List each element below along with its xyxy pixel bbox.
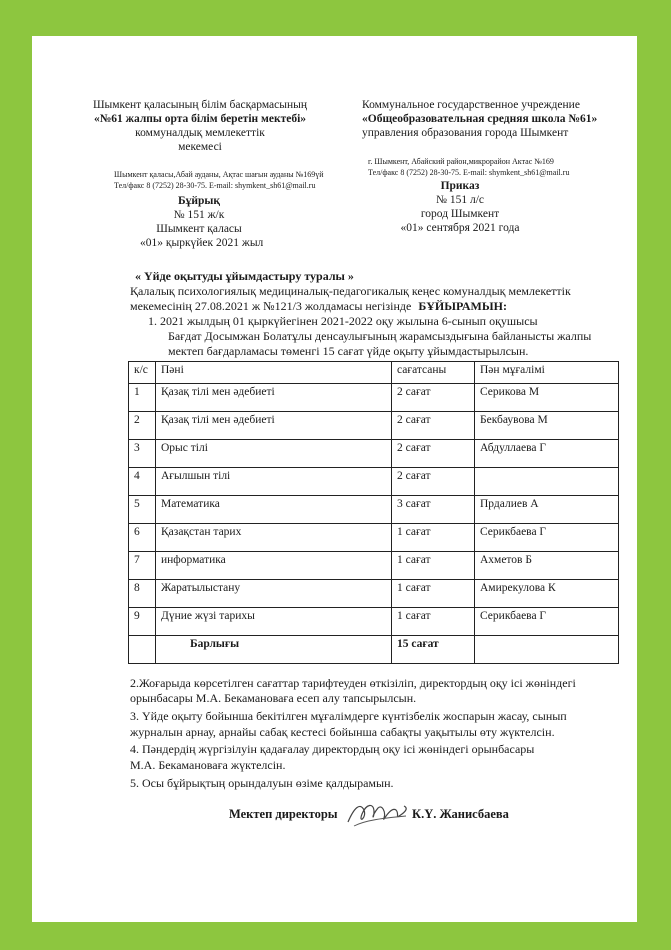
row-number: 8 (129, 580, 156, 608)
item2-line1: 2.Жоғарыда көрсетілген сағаттар тарифтеуден өткізіліп, директордың оқу ісі жөніндегі (130, 676, 576, 690)
row-subject: Қазақстан тарих (156, 524, 392, 552)
signature-position: Мектеп директоры (229, 807, 338, 821)
row-subject: Орыс тілі (156, 440, 392, 468)
table-row (129, 524, 619, 552)
header-subject: Пәні (156, 362, 392, 384)
left-header (90, 98, 310, 154)
intro-line1: Қалалық психологиялық медициналық-педагогикалық кеңес комуналдық мемлекеттік (130, 284, 571, 298)
item4-line1: 4. Пәндердің жүргізілуін қадағалау директордың оқу ісі жөніндегі орынбасары (130, 742, 535, 756)
left-order-block (140, 194, 264, 250)
row-number: 1 (129, 384, 156, 412)
row-hours: 2 сағат (392, 468, 475, 496)
item4-line2: М.А. Бекамановаға жүктелсін. (130, 758, 286, 772)
row-number: 4 (129, 468, 156, 496)
right-address-line1: г. Шымкент, Абайский район,микрорайон Актас №169 (368, 157, 554, 166)
document-page (32, 36, 637, 922)
right-address-line2: Тел/факс 8 (7252) 28-30-75. E-mail: shymkent_sh61@mail.ru (368, 168, 570, 177)
table-row (129, 440, 619, 468)
row-teacher (475, 468, 619, 496)
total-empty-teacher (475, 636, 619, 664)
row-teacher: Серикбаева Г (475, 524, 619, 552)
row-subject: Дүние жүзі тарихы (156, 608, 392, 636)
right-date: «01» сентября 2021 года (400, 222, 520, 234)
row-hours: 2 сағат (392, 384, 475, 412)
item1-line1: 1. 2021 жылдың 01 қыркүйегінен 2021-2022 оқу жылына 6-сынып оқушысы (148, 314, 538, 328)
item5: 5. Осы бұйрықтың орындалуын өзіме қалдырамын. (130, 776, 394, 790)
row-teacher: Абдуллаева Г (475, 440, 619, 468)
signature-name: К.Ү. Жанисбаева (412, 807, 509, 821)
order-verb: БҰЙЫРАМЫН: (418, 299, 507, 313)
row-number: 9 (129, 608, 156, 636)
item3-line1: 3. Үйде оқыту бойынша бекітілген мұғалімдерге күнтізбелік жоспарын жасау, сынып (130, 709, 567, 723)
header-teacher: Пән мұғалімі (475, 362, 619, 384)
row-subject: Қазақ тілі мен әдебиеті (156, 412, 392, 440)
row-subject: информатика (156, 552, 392, 580)
left-address (114, 169, 324, 191)
right-header-line1: Коммунальное государственное учреждение (362, 99, 580, 111)
left-header-line1: Шымкент қаласының білім басқармасының (92, 99, 308, 111)
left-city: Шымкент қаласы (156, 223, 242, 235)
handwritten-signature (344, 796, 410, 830)
row-teacher: Прдалиев А (475, 496, 619, 524)
row-hours: 2 сағат (392, 412, 475, 440)
left-order-number: № 151 ж/к (173, 209, 225, 221)
row-teacher: Бекбаувова М (475, 412, 619, 440)
table-row (129, 608, 619, 636)
right-header (362, 98, 597, 140)
row-hours: 1 сағат (392, 580, 475, 608)
left-doc-type: Бұйрық (178, 195, 220, 207)
subjects-table (128, 361, 619, 664)
row-number: 6 (129, 524, 156, 552)
row-hours: 2 сағат (392, 440, 475, 468)
left-header-line3: коммуналдық мемлекеттік (135, 127, 265, 139)
right-city: город Шымкент (420, 208, 500, 220)
total-label: Барлығы (156, 636, 392, 664)
left-address-line2: Тел/факс 8 (7252) 28-30-75. E-mail: shymkent_sh61@mail.ru (114, 181, 316, 190)
right-doc-type: Приказ (440, 180, 480, 192)
row-subject: Ағылшын тілі (156, 468, 392, 496)
table-row (129, 580, 619, 608)
total-hours: 15 сағат (392, 636, 475, 664)
row-subject: Қазақ тілі мен әдебиеті (156, 384, 392, 412)
header-number: к/с (129, 362, 156, 384)
item3-line2: журналын арнау, арнайы сабақ кестесі бойынша сабақты уақытылы өту жүктелсін. (130, 725, 555, 739)
row-number: 5 (129, 496, 156, 524)
table-header-row (129, 362, 619, 384)
left-header-line4: мекемесі (178, 141, 222, 153)
left-address-line1: Шымкент қаласы,Абай ауданы, Ақтас шағын ауданы №169үй (114, 170, 324, 179)
row-teacher: Серикова М (475, 384, 619, 412)
right-order-block (394, 179, 526, 235)
row-hours: 1 сағат (392, 608, 475, 636)
left-date: «01» қыркүйек 2021 жыл (140, 237, 264, 249)
right-address (368, 156, 569, 178)
right-header-line3: управления образования города Шымкент (362, 127, 569, 139)
item1-line3: мектеп бағдарламасы төменгі 15 сағат үйде оқыту ұйымдастырылсын. (168, 344, 529, 358)
row-number: 2 (129, 412, 156, 440)
table-row (129, 552, 619, 580)
left-header-school-name: «№61 жалпы орта білім беретін мектебі» (93, 113, 307, 125)
table-row (129, 496, 619, 524)
row-hours: 1 сағат (392, 524, 475, 552)
right-header-school-name: «Общеобразовательная средняя школа №61» (362, 113, 598, 125)
row-number: 7 (129, 552, 156, 580)
row-hours: 3 сағат (392, 496, 475, 524)
table-row (129, 412, 619, 440)
intro-line2 (130, 299, 507, 314)
order-title: « Үйде оқытуды ұйымдастыру туралы » (135, 269, 354, 283)
row-teacher: Ахметов Б (475, 552, 619, 580)
intro-basis: мекемесінің 27.08.2021 ж №121/3 жолдамасы негізінде (130, 299, 412, 313)
total-empty-cell (129, 636, 156, 664)
table-total-row (129, 636, 619, 664)
table-row (129, 384, 619, 412)
table-row (129, 468, 619, 496)
row-subject: Математика (156, 496, 392, 524)
row-number: 3 (129, 440, 156, 468)
item1-line2: Бағдат Досымжан Болатұлы денсаулығының жарамсыздығына байланысты жалпы (168, 329, 592, 343)
row-teacher: Серикбаева Г (475, 608, 619, 636)
row-hours: 1 сағат (392, 552, 475, 580)
item2-line2: орынбасары М.А. Бекамановаға есеп алу тапсырылсын. (130, 691, 417, 705)
row-subject: Жаратылыстану (156, 580, 392, 608)
header-hours: сағатсаны (392, 362, 475, 384)
right-order-number: № 151 л/с (435, 194, 484, 206)
row-teacher: Амирекулова К (475, 580, 619, 608)
